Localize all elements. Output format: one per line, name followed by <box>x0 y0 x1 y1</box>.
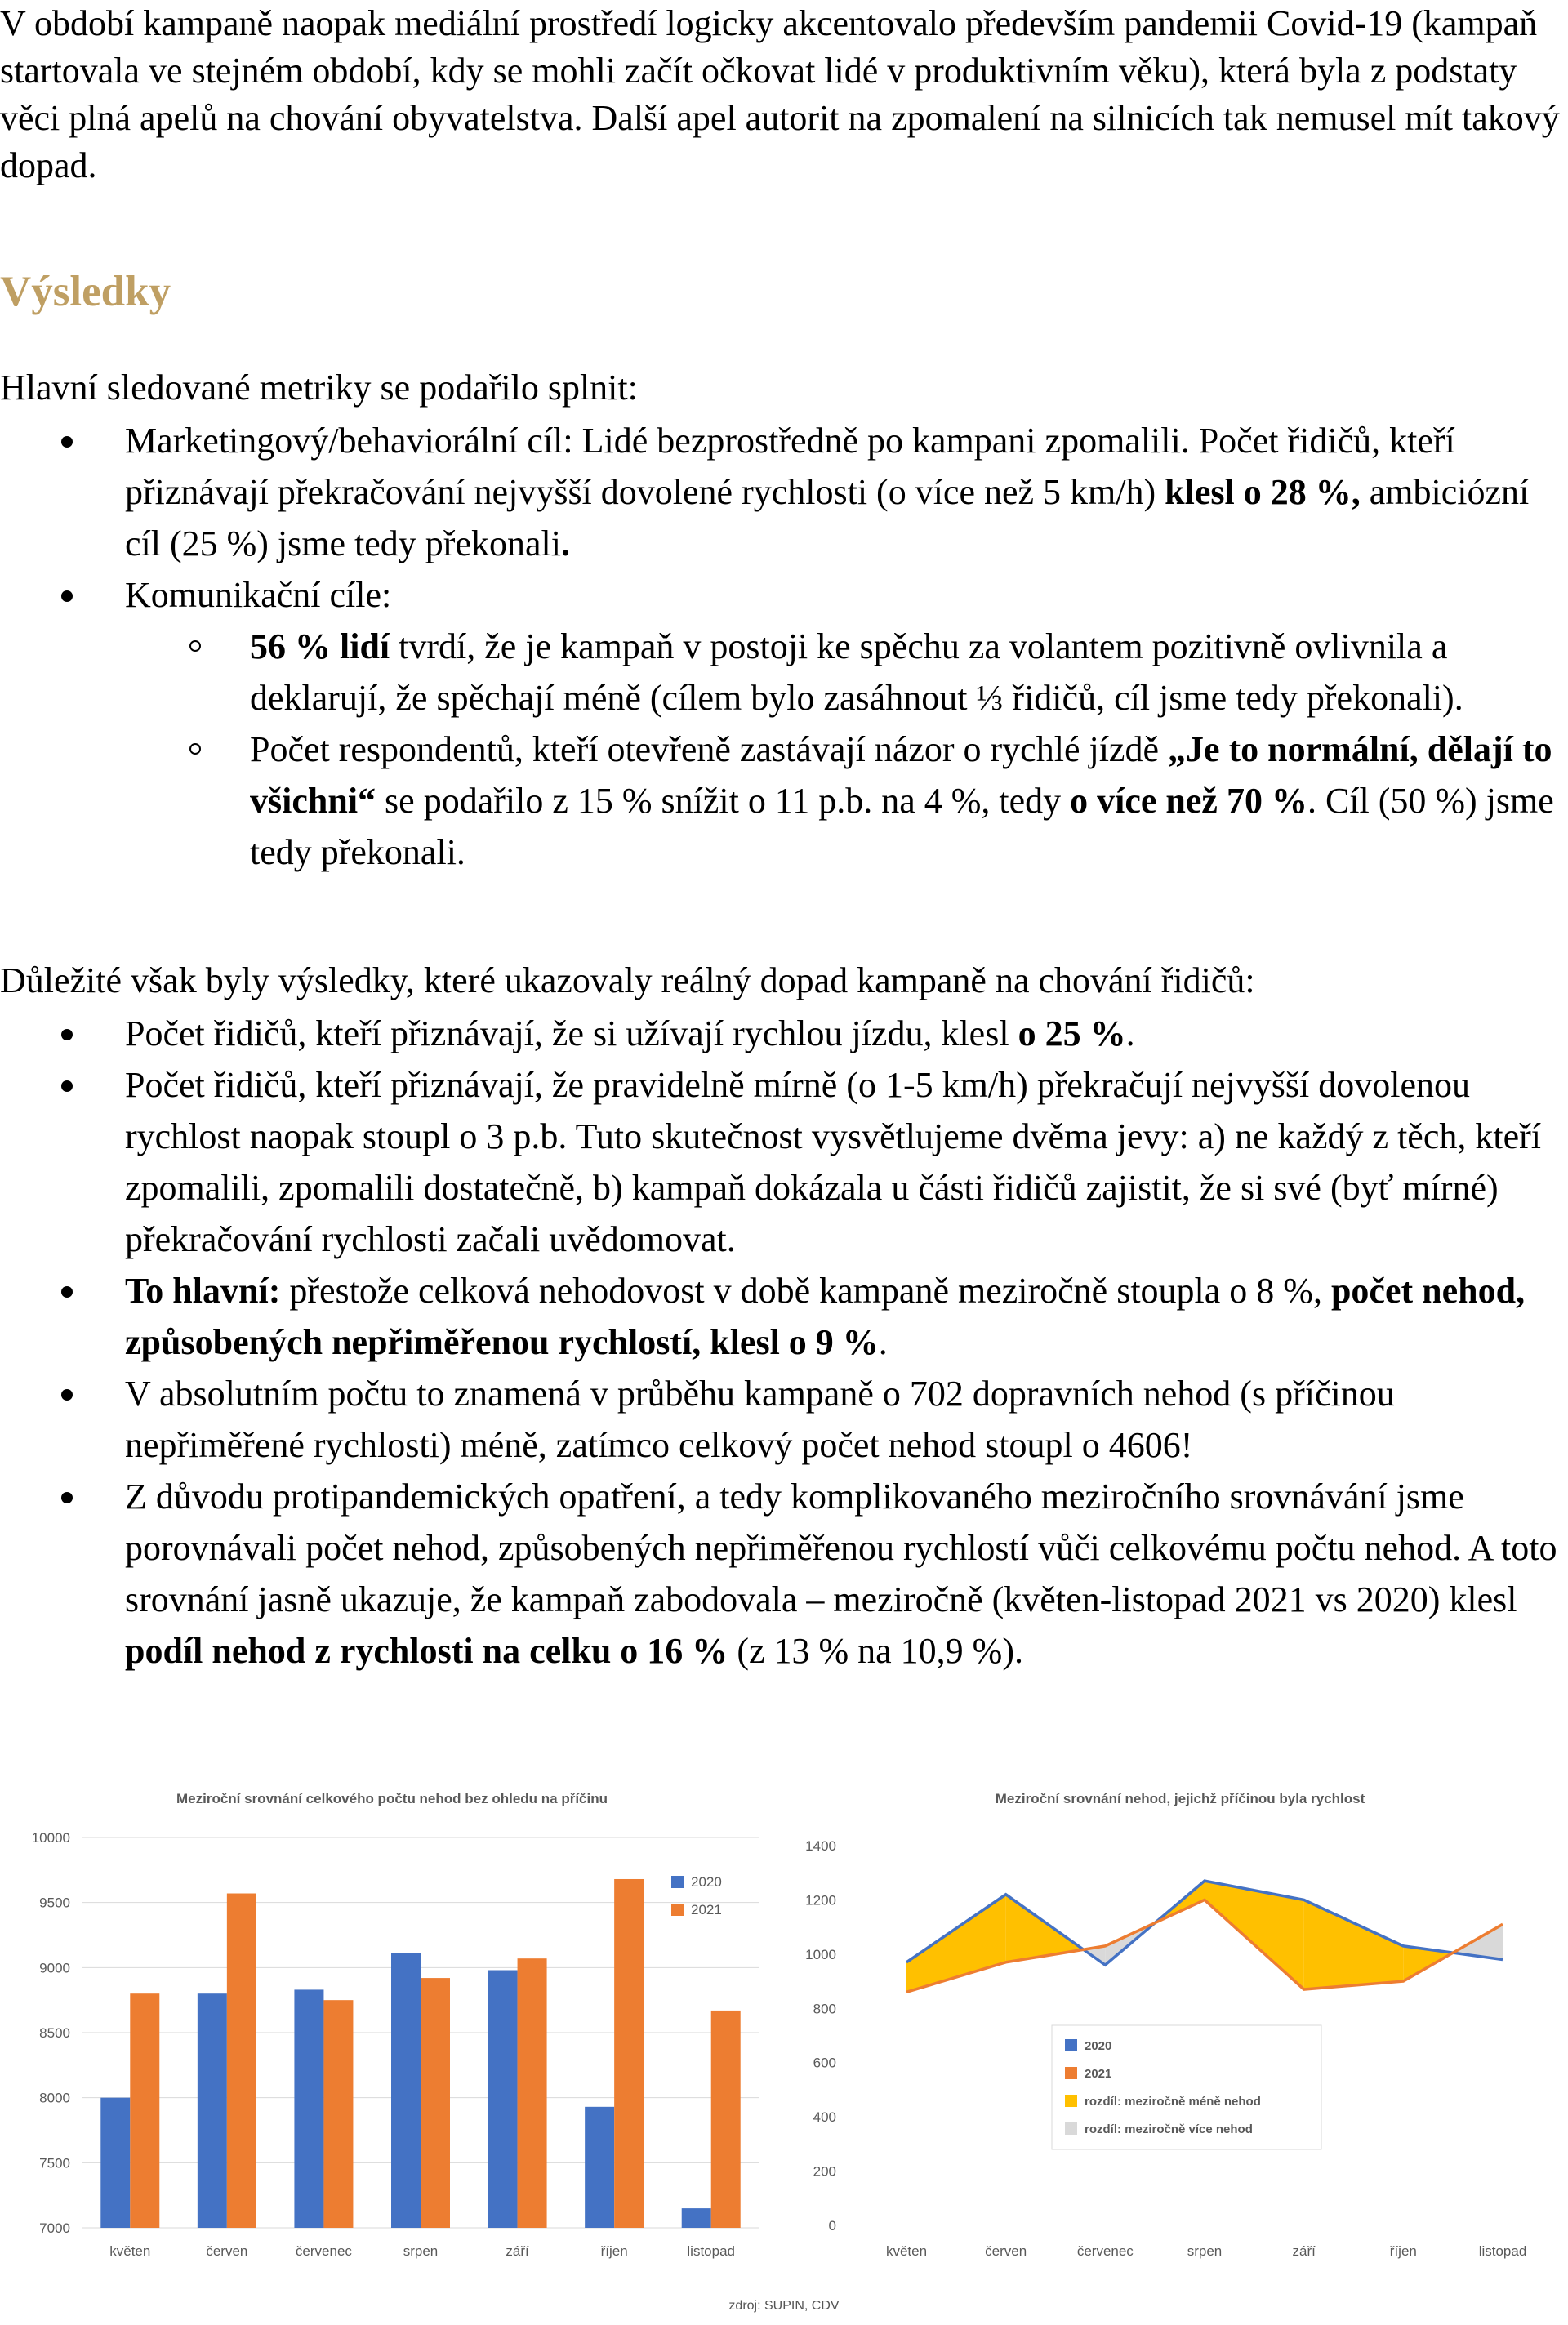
impact-lead: Důležité však byly výsledky, které ukazovaly reálný dopad kampaně na chování řidičů: <box>0 960 1255 1000</box>
bar-2021-červen <box>227 1894 256 2228</box>
bullet-icon <box>61 1029 73 1040</box>
x-tick-label: červenec <box>295 2243 352 2259</box>
chart-title: Meziroční srovnání celkového počtu nehod bez ohledu na příčinu <box>176 1791 608 1806</box>
bullet-icon <box>61 1286 73 1298</box>
x-tick-label: květen <box>885 2243 928 2259</box>
difference-area <box>1304 1900 1404 1989</box>
bullet-icon <box>61 1389 73 1401</box>
x-tick-label: září <box>1292 2243 1316 2259</box>
list-item: V absolutním počtu to znamená v průběhu kampaně o 702 dopravních nehod (s příčinou nepřiměřené rychlosti) méně, zatímco celkový počet nehod stoupl o 4606! <box>0 1368 1564 1471</box>
x-tick-label: srpen <box>403 2243 439 2259</box>
x-tick-label: listopad <box>1478 2243 1527 2259</box>
circle-bullet-icon <box>189 743 201 755</box>
list-item: To hlavní: přestože celková nehodovost v době kampaně meziročně stoupla o 8 %, počet nehod, způsobených nepřiměřenou rychlostí, klesl o 9 %. <box>0 1265 1564 1368</box>
bar-2020-červenec <box>294 1989 323 2228</box>
list-item: Komunikační cíle: 56 % lidí tvrdí, že je kampaň v postoji ke spěchu za volantem pozitivně ovlivnila a deklarují, že spěchají méně (cílem bylo zasáhnout ⅓ řidičů, cíl jsme tedy překonali). Počet respondentů, kteří otevřeně zastávají názor o rychlé jízdě „Je to normální, dělají to všichni“ se podařilo z 15 % snížit o 11 p.b. na 4 %, tedy o více než 70 %. Cíl (50 %) jsme tedy překonali. <box>0 569 1564 878</box>
y-tick-label: 7000 <box>39 2220 70 2236</box>
legend-label: 2020 <box>691 1874 722 1890</box>
sub-list <box>125 621 1564 878</box>
x-tick-label: srpen <box>1187 2243 1223 2259</box>
y-tick-label: 200 <box>813 2163 836 2180</box>
x-tick-label: říjen <box>600 2243 628 2259</box>
legend-less-label: rozdíl: meziročně méně nehod <box>1085 2095 1261 2109</box>
legend-more-label: rozdíl: meziročně více nehod <box>1085 2122 1253 2136</box>
y-tick-label: 600 <box>813 2055 836 2071</box>
list-item: Počet řidičů, kteří přiznávají, že pravidelně mírně (o 1-5 km/h) překračují nejvyšší dovolenou rychlost naopak stoupl o 3 p.b. Tuto skutečnost vysvětlujeme dvěma jevy: a) ne každý z těch, kteří zpomalili, zpomalili dostatečně, b) kampaň dokázala u části řidičů zajistit, že si své (byť mírné) překračování rychlosti začali uvědomovat. <box>0 1059 1564 1265</box>
source-note: zdroj: SUPIN, CDV <box>728 2299 840 2313</box>
y-tick-label: 9000 <box>39 1960 70 1976</box>
legend-2021-label: 2021 <box>1085 2067 1112 2081</box>
bullet-icon <box>61 590 73 602</box>
legend-swatch-2020 <box>671 1876 684 1888</box>
sub-list-item: 56 % lidí tvrdí, že je kampaň v postoji ke spěchu za volantem pozitivně ovlivnila a deklarují, že spěchají méně (cílem bylo zasáhnout ⅓ řidičů, cíl jsme tedy překonali). <box>0 621 1564 724</box>
x-tick-label: červenec <box>1076 2243 1134 2259</box>
area-chart-svg <box>792 1780 1568 2270</box>
bar-2020-červen <box>198 1993 227 2228</box>
speed-accidents-area-chart <box>792 1780 1568 2270</box>
x-tick-label: červen <box>985 2243 1027 2259</box>
x-tick-label: červen <box>206 2243 248 2259</box>
bar-chart-svg <box>0 1780 784 2270</box>
y-tick-label: 7500 <box>39 2155 70 2171</box>
y-tick-label: 0 <box>828 2218 836 2234</box>
legend-swatch-2021 <box>671 1904 684 1916</box>
y-tick-label: 1400 <box>805 1838 836 1854</box>
y-tick-label: 9500 <box>39 1895 70 1911</box>
x-tick-label: říjen <box>1389 2243 1417 2259</box>
legend-more-swatch <box>1065 2122 1077 2135</box>
legend-label: 2021 <box>691 1902 722 1917</box>
bar-2021-květen <box>130 1993 159 2228</box>
y-tick-label: 8500 <box>39 2025 70 2041</box>
y-tick-label: 1200 <box>805 1892 836 1909</box>
bar-2021-září <box>518 1958 547 2228</box>
legend-2021-swatch <box>1065 2067 1077 2079</box>
y-tick-label: 8000 <box>39 2090 70 2106</box>
chart-title: Meziroční srovnání nehod, jejichž příčinou byla rychlost <box>995 1791 1365 1806</box>
list-item: Z důvodu protipandemických opatření, a tedy komplikovaného meziročního srovnávání jsme porovnávali počet nehod, způsobených nepřiměřenou rychlostí vůči celkovému počtu nehod. A toto srovnání jasně ukazuje, že kampaň zabodovala – meziročně (květen-listopad 2021 vs 2020) klesl podíl nehod z rychlosti na celku o 16 % (z 13 % na 10,9 %). <box>0 1471 1564 1677</box>
bar-2020-srpen <box>391 1953 421 2228</box>
list-item: Marketingový/behaviorální cíl: Lidé bezprostředně po kampani zpomalili. Počet řidičů, kteří přiznávají překračování nejvyšší dovolené rychlosti (o více než 5 km/h) klesl o 28 %, ambiciózní cíl (25 %) jsme tedy překonali. <box>0 415 1564 569</box>
bar-2020-září <box>488 1971 518 2228</box>
metrics-lead: Hlavní sledované metriky se podařilo splnit: <box>0 367 638 408</box>
x-tick-label: květen <box>109 2243 151 2259</box>
bar-2021-listopad <box>711 2011 741 2228</box>
x-tick-label: září <box>506 2243 529 2259</box>
bar-2021-srpen <box>421 1978 450 2228</box>
y-tick-label: 10000 <box>31 1830 70 1846</box>
legend-2020-swatch <box>1065 2039 1077 2051</box>
legend-2020-label: 2020 <box>1085 2039 1112 2053</box>
bar-2021-říjen <box>614 1879 644 2228</box>
bullet-icon <box>61 436 73 448</box>
impact-list <box>0 1008 1564 1677</box>
total-accidents-bar-chart <box>0 1780 784 2270</box>
legend-less-swatch <box>1065 2095 1077 2107</box>
y-tick-label: 400 <box>813 2109 836 2126</box>
bar-2020-říjen <box>585 2107 614 2228</box>
list-item: Počet řidičů, kteří přiznávají, že si užívají rychlou jízdu, klesl o 25 %. <box>0 1008 1564 1059</box>
intro-paragraph: V období kampaně naopak mediální prostředí logicky akcentovalo především pandemii Covid-19 (kampaň startovala ve stejném období, kdy se mohli začít očkovat lidé v produktivním věku), která byla z podstaty věci plná apelů na chování obyvatelstva. Další apel autorit na zpomalení na silnicích tak nemusel mít takový dopad. <box>0 3 1560 185</box>
section-heading: Výsledky <box>0 268 172 315</box>
x-tick-label: listopad <box>687 2243 736 2259</box>
metrics-list <box>0 415 1564 878</box>
bar-2020-listopad <box>682 2208 711 2228</box>
sub-list-item: Počet respondentů, kteří otevřeně zastávají názor o rychlé jízdě „Je to normální, dělají to všichni“ se podařilo z 15 % snížit o 11 p.b. na 4 %, tedy o více než 70 %. Cíl (50 %) jsme tedy překonali. <box>0 724 1564 878</box>
bar-2020-květen <box>100 2098 130 2228</box>
y-tick-label: 1000 <box>805 1946 836 1962</box>
bullet-icon <box>61 1492 73 1503</box>
circle-bullet-icon <box>189 640 201 652</box>
bar-2021-červenec <box>323 2000 353 2228</box>
y-tick-label: 800 <box>813 2001 836 2017</box>
bullet-icon <box>61 1080 73 1092</box>
